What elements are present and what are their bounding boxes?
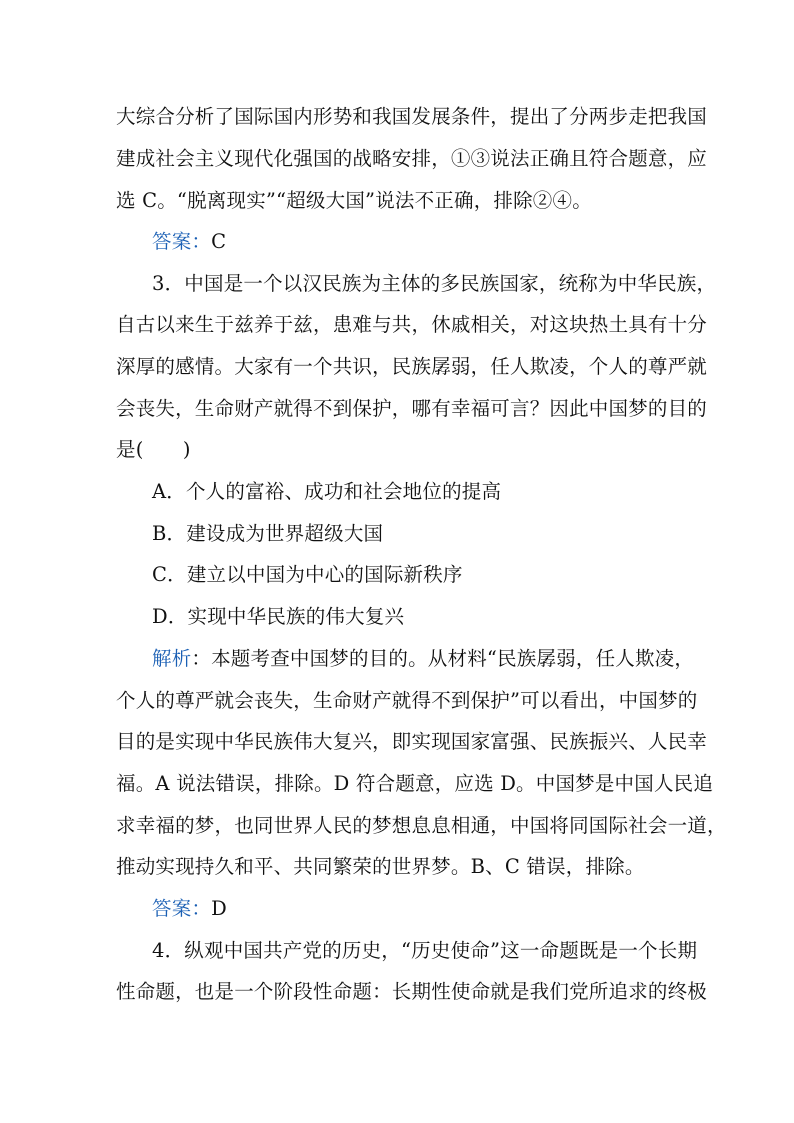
option-a: A．个人的富裕、成功和社会地位的提高 bbox=[152, 480, 502, 503]
question-4-stem-line-2: 性命题，也是一个阶段性命题：长期性使命就是我们党所追求的终极 bbox=[116, 980, 708, 1003]
answer-value: C bbox=[211, 230, 227, 253]
analysis-line-4: 福。A 说法错误，排除。D 符合题意，应选 D。中国梦是中国人民追 bbox=[116, 772, 714, 795]
analysis-line-2: 个人的尊严就会丧失，生命财产就得不到保护”可以看出，中国梦的 bbox=[116, 689, 698, 712]
answer-label: 答案： bbox=[152, 230, 212, 253]
analysis-label: 解析 bbox=[152, 647, 192, 670]
question-3-stem-line-3: 深厚的感情。大家有一个共识，民族孱弱，任人欺凌，个人的尊严就 bbox=[116, 355, 708, 378]
analysis-line-6: 推动实现持久和平、共同繁荣的世界梦。B、C 错误，排除。 bbox=[116, 855, 645, 878]
option-c: C．建立以中国为中心的国际新秩序 bbox=[152, 563, 463, 586]
analysis-line-1 bbox=[152, 647, 695, 671]
analysis-text: ：本题考查中国梦的目的。从材料“民族孱弱，任人欺凌， bbox=[191, 647, 695, 670]
analysis-line-3: 目的是实现中华民族伟大复兴，即实现国家富强、民族振兴、人民幸 bbox=[116, 730, 708, 753]
answer-label: 答案： bbox=[152, 897, 212, 920]
passage-line-3: 选 C。“脱离现实”“超级大国”说法不正确，排除②④。 bbox=[116, 189, 592, 212]
question-4-stem-line-1: 4．纵观中国共产党的历史，“历史使命”这一命题既是一个长期 bbox=[152, 939, 698, 962]
question-3-stem-line-2: 自古以来生于兹养于兹，患难与共，休戚相关，对这块热土具有十分 bbox=[116, 313, 708, 336]
option-d: D．实现中华民族的伟大复兴 bbox=[152, 605, 405, 628]
question-3-stem-line-4: 会丧失，生命财产就得不到保护，哪有幸福可言？因此中国梦的目的 bbox=[116, 397, 708, 420]
analysis-line-5: 求幸福的梦，也同世界人民的梦想息息相通，中国将同国际社会一道， bbox=[116, 814, 727, 837]
answer-2 bbox=[152, 230, 686, 254]
option-b: B．建设成为世界超级大国 bbox=[152, 522, 384, 545]
answer-3 bbox=[152, 897, 686, 921]
passage-line-1: 大综合分析了国际国内形势和我国发展条件，提出了分两步走把我国 bbox=[116, 105, 708, 128]
passage-line-2: 建成社会主义现代化强国的战略安排，①③说法正确且符合题意，应 bbox=[116, 147, 708, 170]
answer-value: D bbox=[211, 897, 227, 920]
question-3-stem-line-5: 是( ) bbox=[116, 438, 191, 461]
question-3-stem-line-1: 3．中国是一个以汉民族为主体的多民族国家，统称为中华民族， bbox=[152, 272, 717, 295]
